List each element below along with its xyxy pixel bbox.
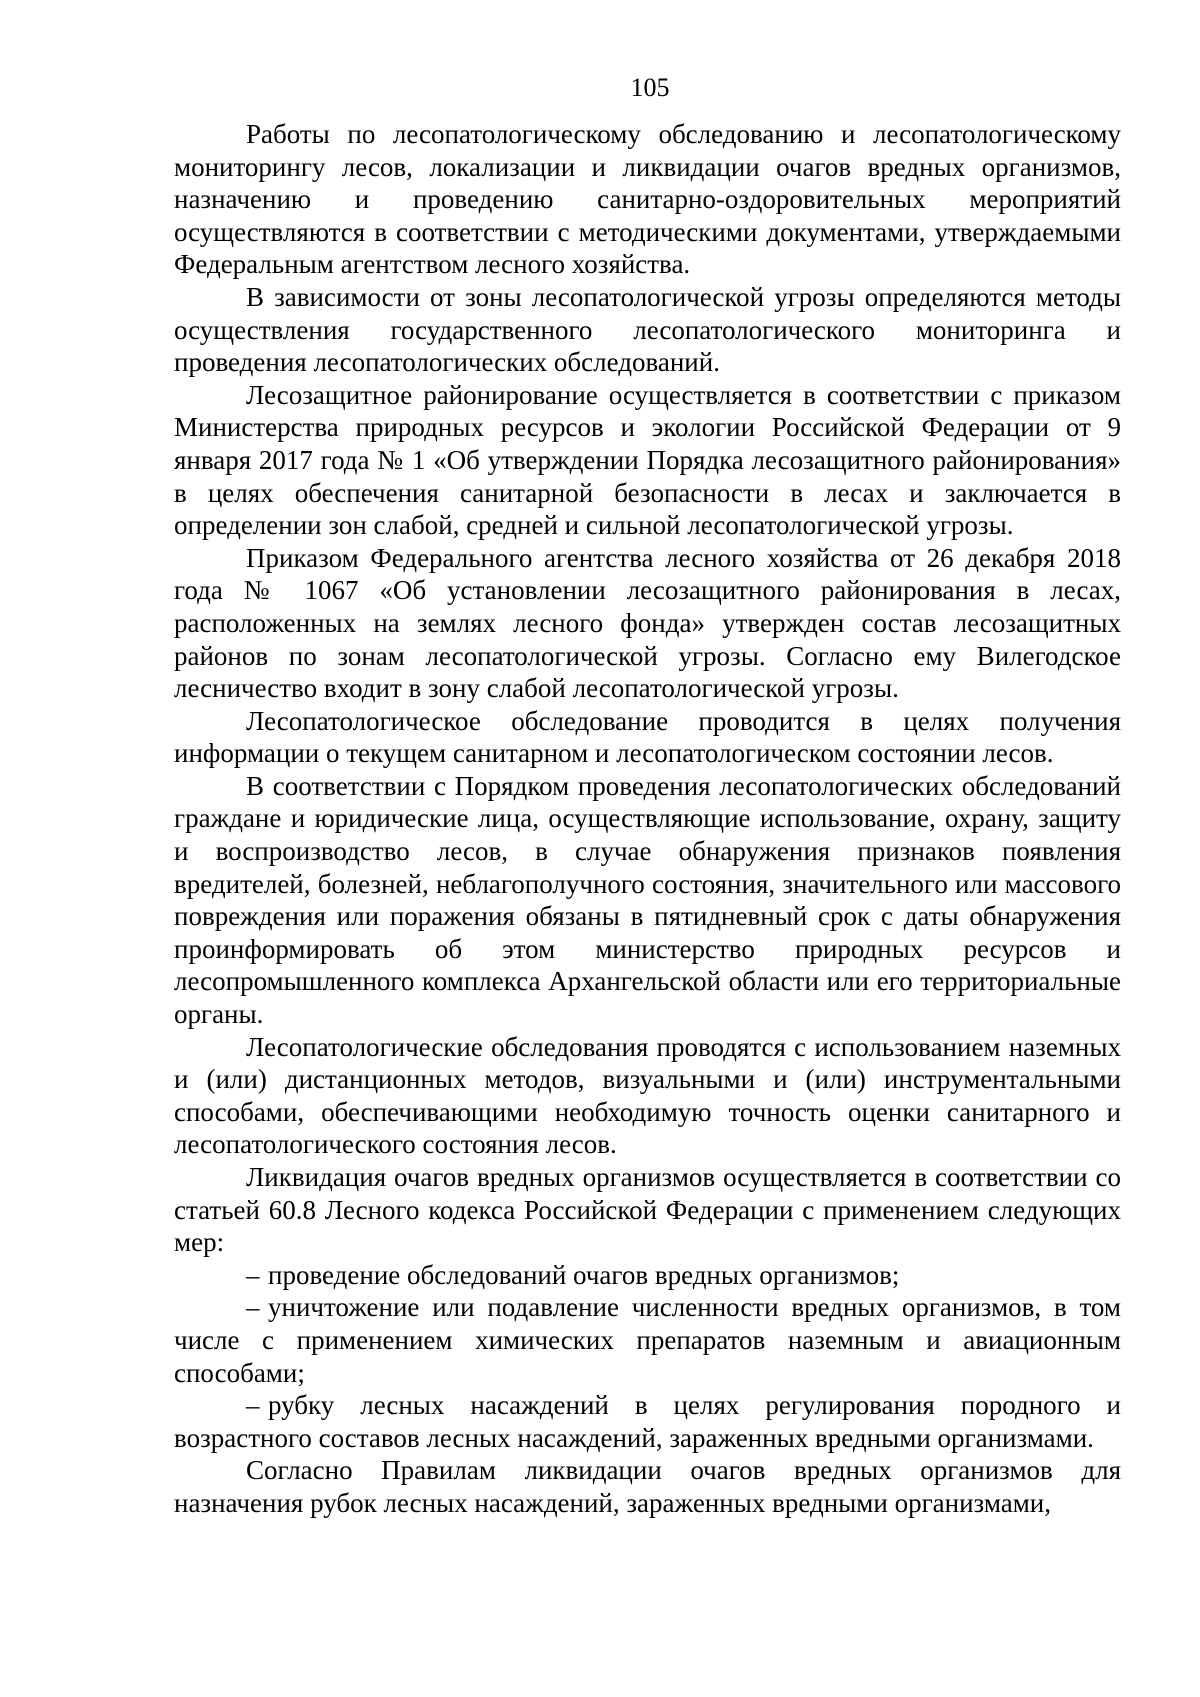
page-content — [174, 118, 1121, 1520]
list-dash: – — [246, 1292, 260, 1323]
paragraph-3: Лесозащитное районирование осуществляется в соответствии с приказом Министерства природных ресурсов и экологии Российской Федерации от 9 января 2017 года № 1 «Об утверждении Порядка лесозащитного районирования» в целях обеспечения санитарной безопасности в лесах и заключается в определении зон слабой, средней и сильной лесопатологической угрозы. — [174, 379, 1121, 541]
list-dash: – — [246, 1259, 260, 1290]
paragraph-final: Согласно Правилам ликвидации очагов вредных организмов для назначения рубок лесных насаждений, зараженных вредными организмами, — [174, 1455, 1121, 1518]
list-item-text: рубку лесных насаждений в целях регулирования породного и возрастного составов лесных насаждений, зараженных вредными организмами. — [174, 1390, 1121, 1453]
list-item — [174, 1259, 1121, 1292]
list-dash: – — [246, 1390, 260, 1421]
list-item-text: проведение обследований очагов вредных организмов; — [268, 1259, 900, 1290]
paragraph-7: Лесопатологические обследования проводятся с использованием наземных и (или) дистанционных методов, визуальными и (или) инструментальными способами, обеспечивающими необходимую точность оценки санитарного и лесопатологического состояния лесов. — [174, 1031, 1121, 1160]
list-item — [174, 1291, 1121, 1389]
paragraph-6: В соответствии с Порядком проведения лесопатологических обследований граждане и юридические лица, осуществляющие использование, охрану, защиту и воспроизводство лесов, в случае обнаружения признаков появления вредителей, болезней, неблагополучного состояния, значительного или массового повреждения или поражения обязаны в пятидневный срок с даты обнаружения проинформировать об этом министерство природных ресурсов и лесопромышленного комплекса Архангельской области или его территориальные органы. — [174, 770, 1121, 1030]
list-item — [174, 1389, 1121, 1454]
paragraph-1: Работы по лесопатологическому обследованию и лесопатологическому мониторингу лесов, локализации и ликвидации очагов вредных организмов, назначению и проведению санитарно-оздоровительных мероприятий осуществляются в соответствии с методическими документами, утверждаемыми Федеральным агентством лесного хозяйства. — [174, 119, 1121, 280]
page-number: 105 — [630, 73, 670, 102]
paragraph-4: Приказом Федерального агентства лесного хозяйства от 26 декабря 2018 года № 1067 «Об установлении лесозащитного районирования в лесах, расположенных на землях лесного фонда» утвержден состав лесозащитных районов по зонам лесопатологической угрозы. Согласно ему Вилегодское лесничество входит в зону слабой лесопатологической угрозы. — [174, 542, 1121, 704]
paragraph-5: Лесопатологическое обследование проводится в целях получения информации о текущем санитарном и лесопатологическом состоянии лесов. — [174, 705, 1121, 769]
paragraph-8: Ликвидация очагов вредных организмов осуществляется в соответствии со статьей 60.8 Лесного кодекса Российской Федерации с применением следующих мер: — [174, 1162, 1121, 1258]
paragraph-2: В зависимости от зоны лесопатологической угрозы определяются методы осуществления государственного лесопатологического мониторинга и проведения лесопатологических обследований. — [174, 281, 1121, 378]
list-item-text: уничтожение или подавление численности вредных организмов, в том числе с применением химических препаратов наземным и авиационным способами; — [174, 1292, 1121, 1388]
